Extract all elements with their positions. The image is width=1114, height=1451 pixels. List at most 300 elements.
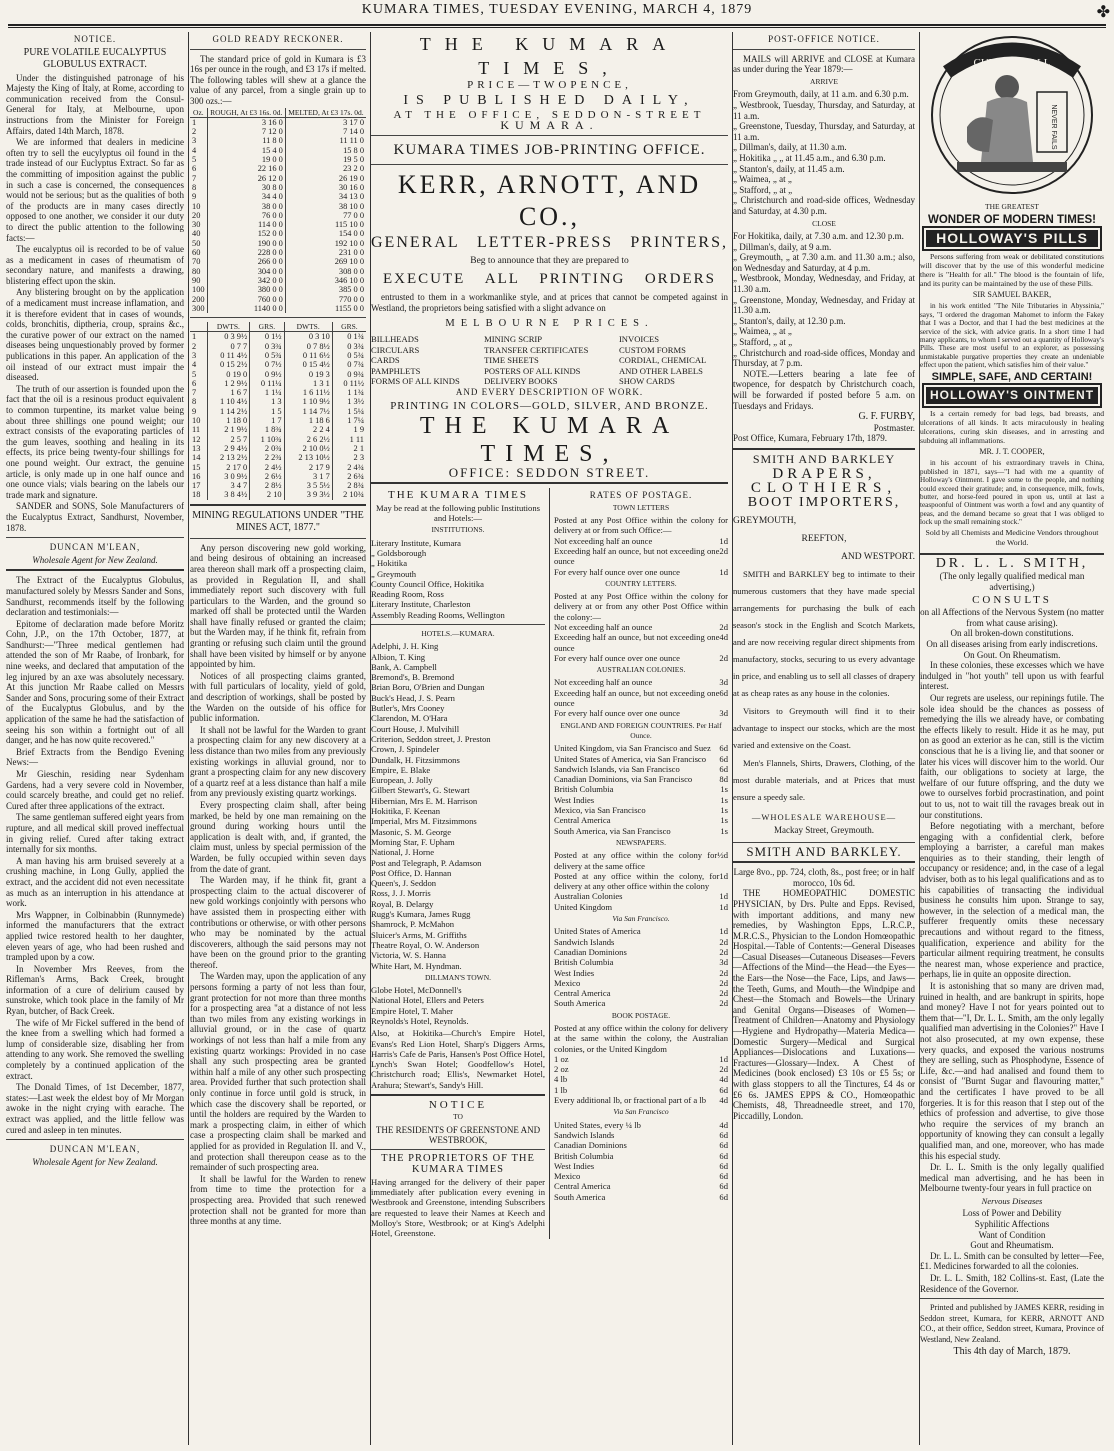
table-cell: 192 10 0: [285, 239, 366, 248]
paragraph: It shall not be lawful for the Warden to grant a prospecting claim for any new discovery at a less distance than two miles from any previously existing workings in alluvial ground, nor to grant a prospecting claim for any new discovery of a quartz reef at a less distance than half a mile from any previously existing quartz workings.: [190, 724, 366, 799]
table-cell: 308 0 0: [285, 267, 366, 276]
notice-residents: THE RESIDENTS OF GREENSTONE AND WESTBROOK,: [375, 1124, 541, 1145]
rate-label: Central America: [554, 988, 611, 999]
table-cell: 1 10¾: [250, 435, 284, 444]
table-row: [190, 360, 366, 369]
rate-row: [554, 815, 728, 825]
table-cell: 2: [192, 127, 197, 137]
rate-label: Canadian Dominions: [554, 946, 627, 957]
kt-title-2: THE KUMARA TIMES,: [419, 412, 680, 467]
eucalyptus-title: PURE VOLATILE EUCALYPTUS GLOBULUS EXTRACT.: [23, 46, 167, 70]
table-cell: 0 7¾: [332, 360, 366, 369]
rate-label: South America: [554, 998, 606, 1009]
rate-row: [554, 1064, 728, 1074]
column-gold-reckoner: [190, 32, 371, 1445]
rate-row: [554, 743, 728, 753]
postmaster-title: Postmaster.: [873, 422, 915, 433]
hotel-item: Royal, B. Delargy: [371, 898, 434, 909]
rate-row: [554, 1120, 728, 1130]
rate-value: 6d: [719, 1171, 728, 1182]
hotel-item: White Hart, M. Hyndman.: [371, 960, 462, 971]
rate-row: [554, 754, 728, 764]
institution-item: „ Hokitika: [371, 558, 408, 569]
table-cell: 152 0 0: [207, 229, 285, 238]
table-cell: 2 3: [332, 453, 366, 462]
hotel-item: Queen's, J. Seddon: [371, 878, 437, 889]
table-row: [190, 397, 366, 406]
rate-label: Central America: [554, 815, 611, 826]
rate-value: 1s: [720, 805, 728, 816]
table-cell: 3 0 9½: [207, 472, 250, 481]
print-product: TIME SHEETS: [484, 355, 539, 366]
book-intro: Posted at any office within the colony for delivery at the same within the colony, the Australian colonies, or the United Kingdom: [554, 1022, 728, 1054]
table-row: [190, 351, 366, 360]
paragraph: Epitome of declaration made before Moritz Cohn, J.P., on the 17th October, 1877, at Sandhurst:—"Three medical gentlemen had attended the son of Mr Raabe, of Ironbark, for nine weeks, and declared that amputation of the leg injured by an axe was absolutely necessary. At this junction Mr Raabe called on Messrs Sander and Sons, procuring some of their Extract of the Eucalyptus Globulus, and by the application of the same he had the satisfaction of seeing his son within a fortnight out of all danger, and he has now quite recovered.": [6, 618, 184, 746]
table-cell: 1155 0 0: [285, 304, 366, 313]
table-row: [190, 444, 366, 453]
smith-list-item: Want of Condition: [978, 1229, 1046, 1240]
table-cell: 1 14 7½: [284, 407, 332, 416]
rate-value: 1d: [719, 891, 728, 902]
reckoner-heading: GOLD READY RECKONER.: [212, 34, 344, 44]
reading-places: [371, 488, 550, 1238]
testimonial-paras: [6, 575, 184, 1135]
paragraph: Our regrets are useless, our repinings futile. The sole idea should be the chances as possess of remedying the ills we already have, or combating the effects likely to result. Hide it as he may, put on as good an exterior as he can, still is the victim conscious that he is a living lie, and that sooner or later his vices will discover him to the world. Our faith, our obligations to society at large, the welfare of our future offspring, and the duty we owe to ourselves forbid procrastination, and point out to us, not to wait till the ravages break out in our constitutions.: [920, 692, 1104, 820]
table-row: [190, 248, 366, 257]
paragraph: Mr Gieschin, residing near Sydenham Gardens, had a very severe cold in November, could scarcely breathe, and could get no relief. Cured after three applications of the extract.: [6, 769, 184, 811]
table-row: [190, 174, 366, 183]
proprietors-head: THE PROPRIETORS OF THE KUMARA TIMES: [381, 1153, 535, 1175]
rate-label: Mexico: [554, 1171, 581, 1182]
kt-town: KUMARA.: [500, 118, 599, 133]
table-cell: 0 9¾: [332, 370, 366, 379]
kt-office-2: OFFICE: SEDDON STREET.: [448, 464, 651, 480]
sb-town-3: AND WESTPORT.: [840, 552, 915, 563]
rate-value: 2d: [719, 988, 728, 999]
hotel-item: Post Office, D. Hannan: [371, 867, 452, 878]
smith-body: [920, 660, 1104, 1194]
table-cell: 8: [192, 182, 197, 192]
close-list: [733, 231, 915, 369]
rate-row: [554, 1171, 728, 1181]
rate-label: Canadian Dominions, via San Francisco: [554, 774, 693, 785]
close-item: „ Christchurch and road-side offices, Monday and Thursday, at 7 p.m.: [733, 347, 915, 369]
table-cell: 2 10 0½: [284, 444, 332, 453]
corner-ornament-icon: ✤: [1096, 4, 1110, 21]
greatest-label: THE GREATEST: [985, 202, 1039, 211]
table-cell: 2 1 9½: [207, 425, 250, 434]
table-cell: 0 1¾: [332, 332, 366, 342]
table-row: [190, 370, 366, 379]
rate-label: British Columbia: [554, 784, 614, 795]
table-row: [190, 435, 366, 444]
rate-label: United States of America, via San Francisco: [554, 753, 707, 764]
badge-top-text: CURE FOR ALL: [973, 57, 1051, 69]
hdr-grs-2: GRS.: [332, 322, 366, 332]
agent-name-2: DUNCAN M'LEAN,: [49, 1144, 141, 1155]
table-cell: 15 8 0: [285, 146, 366, 155]
rate-label: For every half ounce over one ounce: [554, 708, 680, 719]
printing-colors: PRINTING IN COLORS—GOLD, SILVER, AND BRONZE.: [390, 400, 709, 413]
table-row: [190, 416, 366, 425]
rate-row: [554, 1130, 728, 1140]
table-row: [190, 425, 366, 434]
rate-value: 3d: [719, 957, 728, 968]
table-cell: 0 19 0: [207, 370, 250, 379]
masthead-rule: [8, 24, 1106, 28]
table-cell: 1 14 2½: [207, 407, 250, 416]
table-cell: 0 11 4½: [207, 351, 250, 360]
paragraph: The Extract of the Eucalyptus Globulus, manufactured solely by Messrs Sander and Sons, Sandhurst, recommends itself by the following declaration and testimonials:—: [6, 575, 184, 618]
hotel-item: Rugg's Kumara, James Rugg: [371, 909, 471, 920]
table-cell: 0 7½: [250, 360, 284, 369]
table-cell: 60: [192, 248, 201, 258]
table-cell: 11 11 0: [285, 136, 366, 145]
country-head: COUNTRY LETTERS.: [605, 578, 677, 588]
dillman-hotel-item: Globe Hotel, McDonnell's: [371, 985, 462, 996]
table-cell: 20: [192, 210, 201, 220]
paragraph: In November Mrs Reeves, from the Rifleman's Arms, Back Creek, brought information of a cure of delirium caused by sunstroke, which took place in the family of Mr Ryan, butcher, of Back Creek.: [6, 963, 184, 1017]
rate-row: [554, 708, 728, 718]
rate-row: [554, 937, 728, 947]
table-cell: 7 12 0: [207, 127, 285, 136]
paragraph: It shall be lawful for the Warden to renew from time to time the protection for a prospecting area. Provided that such renewed protection shall not be granted for more than three months at any time.: [190, 1173, 366, 1227]
cure-for-all-illustration: [927, 32, 1097, 198]
news-head: NEWSPAPERS.: [616, 837, 666, 847]
institution-item: County Council Office, Hokitika: [371, 578, 484, 589]
rate-label: 1 oz: [554, 1053, 569, 1064]
rate-value: 1d: [719, 1053, 728, 1064]
rate-value: 1s: [720, 825, 728, 836]
hotel-item: European, J. Jolly: [371, 775, 433, 786]
table-row: [190, 295, 366, 304]
hotel-item: Adelphi, J. H. King: [371, 641, 439, 652]
close-item: „ Greymouth, „ at 7.30 a.m. and 11.30 a.m.; also, on Wednesday and Saturday, at 4 p.m.: [733, 252, 915, 273]
table-cell: 1 18 0: [207, 416, 250, 425]
rate-value: 6d: [719, 1140, 728, 1151]
imprint-text: Printed and published by JAMES KERR, residing in Seddon street, Kumara, for KERR, ARNOTT AND CO., at their office, Seddon street, Kumara, Province of Westland, New Zealand.: [920, 1303, 1104, 1344]
rate-value: 2d: [719, 622, 728, 632]
rate-value: 4d: [719, 1074, 728, 1085]
table-cell: 3 16 0: [207, 117, 285, 127]
rate-row: [554, 1161, 728, 1171]
paragraph: Under the distinguished patronage of his Majesty the King of Italy, at Rome, according to communication received from the Consul-General for Italy, at Melbourne, upon instructions from the Minister for Foreign Affairs, dated 14th March, 1878.: [6, 72, 184, 136]
subcolumns: [371, 488, 728, 1238]
table-cell: 8: [192, 397, 197, 407]
close-item: „ Stanton's, daily, at 12.30 p.m.: [733, 315, 846, 326]
consult-item: On all diseases arising from early indiscretions.: [926, 639, 1098, 649]
dillman-hotel-item: National Hotel, Ellers and Peters: [371, 995, 484, 1006]
table-cell: 15: [192, 462, 201, 472]
table-cell: 26 12 0: [207, 174, 285, 183]
rate-value: 2d: [719, 946, 728, 957]
execute-word-2: ALL: [484, 271, 520, 288]
rate-label: British Columbia: [554, 1150, 614, 1161]
rate-value: 6d: [719, 753, 728, 764]
hdr-melted: MELTED, At £3 17s. 0d.: [285, 108, 366, 118]
notice-to: TO: [453, 1112, 463, 1122]
reckoner-oz-table: [190, 108, 366, 314]
table-cell: 0 15 4½: [284, 360, 332, 369]
arrive-item: „ Stafford, „ at „: [733, 184, 793, 195]
eng-head: ENGLAND AND FOREIGN COUNTRIES. Per Half Ounce.: [560, 720, 722, 740]
table-cell: 3 1 7: [284, 472, 332, 481]
table-cell: 1: [192, 117, 197, 127]
rate-label: Not exceeding half an ounce: [554, 622, 653, 632]
table-row: [190, 379, 366, 388]
wonder-headline: WONDER OF MODERN TIMES!: [927, 213, 1097, 226]
smith-list-item: Loss of Power and Debility: [962, 1208, 1062, 1219]
table-row: [190, 463, 366, 472]
rate-value: 1s: [720, 794, 728, 805]
table-row: [190, 388, 366, 397]
hotel-item: Butler's, Mrs Cooney: [371, 703, 445, 714]
table-row: [190, 239, 366, 248]
notice-head-2: NOTICE: [428, 1099, 488, 1112]
agent-name: DUNCAN M'LEAN,: [49, 542, 141, 553]
table-cell: 6: [192, 164, 197, 174]
table-cell: 300: [192, 303, 205, 313]
rate-row: [554, 957, 728, 967]
execute-word-4: ORDERS: [644, 271, 716, 288]
rate-label: West Indies: [554, 794, 595, 805]
ointment-text: Is a certain remedy for bad legs, bad breasts, and ulcerations of all kinds. It acts miraculously in healing ulcerations, curing skin diseases, and in arresting and subduing all inflammations.: [920, 408, 1104, 445]
cooper-text: in his account of his extraordinary travels in China, published in 1871, says—"I had with me a quantity of Holloway's Ointment. I gave some to the people, and nothing could exceed their gratitude; and, in consequence, milk, fowls, butter, and horse-feed poured in upon us, until at last a teaspoonful of Ointment was worth a fowl and any quantity of peas, and the demand became so great that I was obliged to lock up the small remaining stock.": [920, 459, 1104, 527]
table-row: [190, 202, 366, 211]
paragraph: SMITH and BARKLEY beg to intimate to their numerous customers that they have made special arrangements for purchasing the bulk of each season's stock in the English and Scotch Markets, and are now receiving regular direct shipments from manufactory, stocks, securing to us every advantage in price, and enabling us to sell all classes of drapery at as cheap rates as any house in the colonies.: [733, 569, 915, 699]
table-cell: 2 13 2½: [207, 453, 250, 462]
rate-row: [554, 1181, 728, 1191]
table-cell: 3 9 3½: [284, 490, 332, 499]
table-row: [190, 453, 366, 462]
rate-label: Exceeding half an ounce, but not exceeding one ounce: [554, 687, 720, 709]
proprietors-text: Having arranged for the delivery of their paper immediately after publication every evening in Westbrook and Greenstone, intending Subscribers are requested to leave their Names at Keech and Molloy's Store, Westbrook; or at King's Adelphi Hotel, Greenstone.: [371, 1176, 545, 1239]
rate-value: 6d: [719, 1084, 728, 1095]
table-cell: 5: [192, 369, 197, 379]
rate-label: Central America: [554, 1181, 611, 1192]
table-cell: 4: [192, 145, 197, 155]
mining-heading: MINING REGULATIONS UNDER "THE MINES ACT, 1877.": [192, 509, 364, 533]
table-row: [190, 332, 366, 342]
table-cell: 18: [192, 490, 201, 500]
sb-sign: SMITH AND BARKLEY.: [746, 843, 902, 859]
table-cell: 1 18 6: [284, 416, 332, 425]
column-post-office: [733, 32, 920, 1445]
execute-word-1: EXECUTE: [383, 271, 466, 288]
table-cell: 190 0 0: [207, 239, 285, 248]
table-cell: 5: [192, 155, 197, 165]
agent-title: Wholesale Agent for New Zealand.: [32, 554, 158, 565]
rate-label: United Kingdom: [554, 901, 613, 912]
rate-row: [554, 1054, 728, 1064]
close-item: „ Westbrook, Monday, Wednesday, and Friday, at 11.30 a.m.: [733, 273, 915, 295]
agent-title-2: Wholesale Agent for New Zealand.: [32, 1156, 158, 1167]
hotel-item: Dundalk, H. Fitzsimmons: [371, 754, 460, 765]
paragraph: Visitors to Greymouth will find it to their advantage to inspect our stocks, which are the most varied and extensive on the Coast.: [733, 706, 915, 751]
rate-label: Australian Colonies: [554, 891, 623, 902]
rate-value: 6d: [719, 743, 728, 754]
table-row: [190, 211, 366, 220]
dillman-hotel-item: Reynolds's Hotel, Reynolds.: [371, 1015, 469, 1026]
table-cell: 26 19 0: [285, 174, 366, 183]
table-cell: 1 5¼: [332, 407, 366, 416]
table-cell: 269 10 0: [285, 257, 366, 266]
postmaster-place: Post Office, Kumara, February 17th, 1879.: [733, 433, 888, 444]
close-head: CLOSE: [812, 218, 836, 228]
paragraph: It is astonishing that so many are driven mad, ruined in health, and are bankrupt in spirits, hope and money? Have I not for years pointed out to them that—"I, Dr. L. L. Smith, am the only legally qualified man advertising in the Colonies?" Have I not also prosecuted, at my own expense, these very quacks, and exposed the various nostrums they are selling, such as Phosphodyne, Essence of Life, &c.—and had analised and found them to consist of "Burnt Sugar and flavouring matter," and the certificates I have proved to be all forgeries. It is for this reason that I step out of the ethics of profession and advertise, to give those who require the services of my branch an opportunity of knowing they can consult a legally qualified man, and one, moreover, who has made this his especial study.: [920, 981, 1104, 1161]
paragraph: The Warden may, upon the application of any persons forming a party of not less than four, grant protection for not more than three months for a prospecting area "at a distance of not less than two miles from any existing workings in alluvial ground, or in the case of quartz workings of not less than half a mile from any existing quartz workings: Provided in no case shall any such prospecting area be granted within half a mile of any other such prospecting area. Provided further that such protection shall only continue in force until gold is struck, in which case the discovery shall be reported, or until the holders are required by the Warden to mark a prospecting claim, in either of which case a prospecting claim shall be marked and applied for as provided in Regulation II. and V., and protection shall thereupon cease as to the remainder of such prospecting area.: [190, 971, 366, 1173]
table-row: [190, 267, 366, 276]
table-row: [190, 490, 366, 499]
table-cell: 7: [192, 388, 197, 398]
table-cell: 200: [192, 294, 205, 304]
table-cell: 1 3½: [332, 397, 366, 406]
table-cell: 1 9: [332, 425, 366, 434]
rate-value: 1d: [719, 926, 728, 937]
paragraph: The Donald Times, of 1st December, 1877, states:—Last week the eldest boy of Mr Morgan awoke in the night crying with earache. The extract was applied, and the little fellow was cured and asleep in ten minutes.: [6, 1082, 184, 1135]
rate-label: Exceeding half an ounce, but not exceeding one ounce: [554, 632, 720, 653]
table-row: [190, 155, 366, 164]
rate-label: For every half ounce over one ounce: [554, 652, 680, 663]
postmaster-name: G. F. FURBY,: [858, 411, 915, 423]
rate-row: [554, 871, 728, 892]
kt-price: PRICE—TWOPENCE,: [467, 79, 632, 91]
hotel-item: Clarendon, M. O'Hara: [371, 713, 448, 724]
hdr-oz: Oz.: [190, 108, 207, 118]
table-cell: 342 0 0: [207, 276, 285, 285]
table-cell: 1140 0 0: [207, 304, 285, 313]
hotel-item: Albion, T. King: [371, 651, 426, 662]
paragraph: The same gentleman suffered eight years from rupture, and all medical skill proved ineffectual in giving relief. Cured after taking extract internally for six months.: [6, 812, 184, 855]
sb-head: SMITH AND BARKLEY: [752, 451, 896, 466]
table-cell: 0 11 6½: [284, 351, 332, 360]
rate-label: Every additional lb, or fractional part of a lb: [554, 1095, 707, 1106]
eucalyptus-paras: [6, 73, 184, 534]
table-cell: 0 9½: [250, 370, 284, 379]
table-cell: 0 15 2½: [207, 360, 250, 369]
rate-label: 2 oz: [554, 1064, 569, 1075]
hotel-item: Brian Boru, O'Brien and Dungan: [371, 682, 485, 693]
hotel-item: Masonic, S. M. George: [371, 826, 452, 837]
hotel-item: Hibernian, Mrs E. M. Harrison: [371, 795, 478, 806]
rate-row: [554, 567, 728, 577]
sb-drapers: DRAPERS,: [772, 465, 876, 482]
also-text: Also, at Hokitika—Church's Empire Hotel, Evans's Red Lion Hotel, Sharp's Diggers Arms, Harris's Cafe de Paris, Hansen's Post Office Hotel, Lynch's Swan Hotel; Goodfellow's Hotel, Christchurch road; Ellis's, Newmarket Hotel, Arahura; Stewart's, Sandy's Hill.: [371, 1028, 545, 1090]
rate-row: [554, 926, 728, 936]
table-cell: 34 4 0: [207, 192, 285, 201]
kt-title: THE KUMARA TIMES,: [419, 34, 680, 78]
table-cell: 2 8½: [250, 481, 284, 490]
sb-warehouse-addr: Mackay Street, Greymouth.: [774, 824, 874, 835]
rate-value: 6d: [719, 1160, 728, 1171]
rate-value: 6d: [719, 1191, 728, 1202]
rate-label: South America: [554, 1191, 606, 1202]
masthead-title: KUMARA TIMES, TUESDAY EVENING, MARCH 4, 1879: [361, 2, 753, 17]
rate-value: 1d: [719, 901, 728, 912]
table-cell: 34 13 0: [285, 192, 366, 201]
table-row: [190, 192, 366, 201]
cooper-head: MR. J. T. COOPER,: [979, 446, 1045, 456]
table-cell: 7: [192, 173, 197, 183]
cure-for-all-icon: [927, 32, 1097, 198]
table-cell: 3: [192, 136, 197, 146]
table-cell: 1: [192, 332, 197, 342]
smith-after: [920, 1251, 1104, 1294]
drsmith-sub: (The only legally qualified medical man advertising,): [939, 571, 1085, 593]
table-cell: 228 0 0: [207, 248, 285, 257]
table-row: [190, 127, 366, 136]
mining-paras: [190, 543, 366, 1227]
kt-office: AT THE OFFICE, SEDDON-STREET: [393, 108, 706, 121]
rate-row: [554, 546, 728, 567]
table-cell: 1 6 7: [207, 388, 250, 397]
hotel-item: Imperial, Mrs M. Fitzsimmons: [371, 816, 477, 827]
table-cell: 385 0 0: [285, 285, 366, 294]
print-product: MINING SCRIP: [484, 334, 543, 345]
arrive-item: „ Dillman's, daily, at 11.30 a.m.: [733, 142, 847, 153]
rate-row: [554, 1085, 728, 1095]
table-cell: 1 1¾: [332, 388, 366, 397]
rate-row: [554, 1192, 728, 1202]
rate-value: 2d: [719, 967, 728, 978]
print-products-list: [371, 334, 728, 387]
rate-value: 6d: [719, 763, 728, 774]
rate-label: West Indies: [554, 967, 595, 978]
paragraph: The eucalyptus oil is recorded to be of value as a medicament in cases of rheumatism of secondary nature, and manifests a drawing, blistering effect upon the skin.: [6, 244, 184, 286]
kt-read-head: THE KUMARA TIMES: [388, 489, 528, 502]
table-cell: 38 0 0: [207, 202, 285, 211]
table-row: [190, 220, 366, 229]
arrive-item: „ Stanton's, daily, at 11.45 a.m.: [733, 163, 845, 174]
rate-label: Sandwich Islands: [554, 936, 615, 947]
table-cell: 2: [192, 341, 197, 351]
sb-clothiers: CLOTHIERS,: [750, 480, 898, 497]
execute-word-3: PRINTING: [539, 271, 626, 288]
smith-list-item: Gout and Rheumatism.: [970, 1240, 1054, 1251]
institution-item: Literary Institute, Charleston: [371, 599, 471, 610]
paragraph: Dr. L. L. Smith can be consulted by letter—Fee, £1. Medicines forwarded to all the colonies.: [920, 1250, 1104, 1272]
print-product: TRANSFER CERTIFICATES: [484, 344, 589, 355]
badge-side-text: NEVER FAILS: [1050, 104, 1057, 150]
reckoner-dwt-table: [190, 322, 366, 500]
print-product: CARDS: [371, 355, 400, 366]
rate-value: 1s: [720, 784, 728, 795]
paragraph: In these colonies, these excesses which we have indulged in "hot youth" tell upon us with fearful interest.: [920, 660, 1104, 692]
table-row: [190, 342, 366, 351]
table-cell: 1 10 9½: [284, 397, 332, 406]
arrive-item: „ Westbrook, Tuesday, Thursday, and Saturday, at 11 a.m.: [733, 99, 915, 121]
table-cell: 346 10 0: [285, 276, 366, 285]
table-cell: 0 1½: [250, 332, 284, 342]
table-cell: 0 7 8½: [284, 342, 332, 351]
hotel-item: Empire, E. Blake: [371, 764, 431, 775]
postage-head: RATES OF POSTAGE.: [589, 490, 693, 501]
rate-value: 6d: [719, 687, 728, 698]
table-cell: 15 4 0: [207, 146, 285, 155]
rate-value: 2d: [719, 977, 728, 988]
table-cell: 9: [192, 192, 197, 202]
pills-text: Persons suffering from weak or debilitated constitutions will discover that by the use of this wonderful medicine there is "Health for all." The blood is the fountain of life, and its purity can be maintained by the use of these Pills.: [920, 251, 1104, 288]
table-cell: 0 5¾: [332, 351, 366, 360]
rate-value: 2d: [719, 1064, 728, 1075]
table-cell: 2 17 9: [284, 463, 332, 472]
table-cell: 2 0¾: [250, 444, 284, 453]
paragraph: Brief Extracts from the Bendigo Evening News:—: [6, 746, 184, 768]
melbourne-prices: MELBOURNE PRICES.: [445, 317, 654, 329]
paragraph: The truth of our assertion is founded upon the fact that the oil is a resinous product equivalent to common turpentine, its market value being about three shillings one pound weight; our extract consists of the evaporating particles of the gum leaves, soothing and healing in its effects, its price being twenty-four shillings for one pound weight. Our extract, the genuine article, is only made up in one half ounce and one ounce vials; vials bearing on the labels our trade mark and signature.: [6, 383, 184, 500]
reckoner-intro: The standard price of gold in Kumara is £3 16s per ounce in the rough, and £3 17s if melted. The following tables will shew at a glance the value of any parcel, from a single grain up to 300 ozs.:—: [190, 53, 366, 106]
close-item: „ Dillman's, daily, at 9 a.m.: [733, 241, 832, 252]
